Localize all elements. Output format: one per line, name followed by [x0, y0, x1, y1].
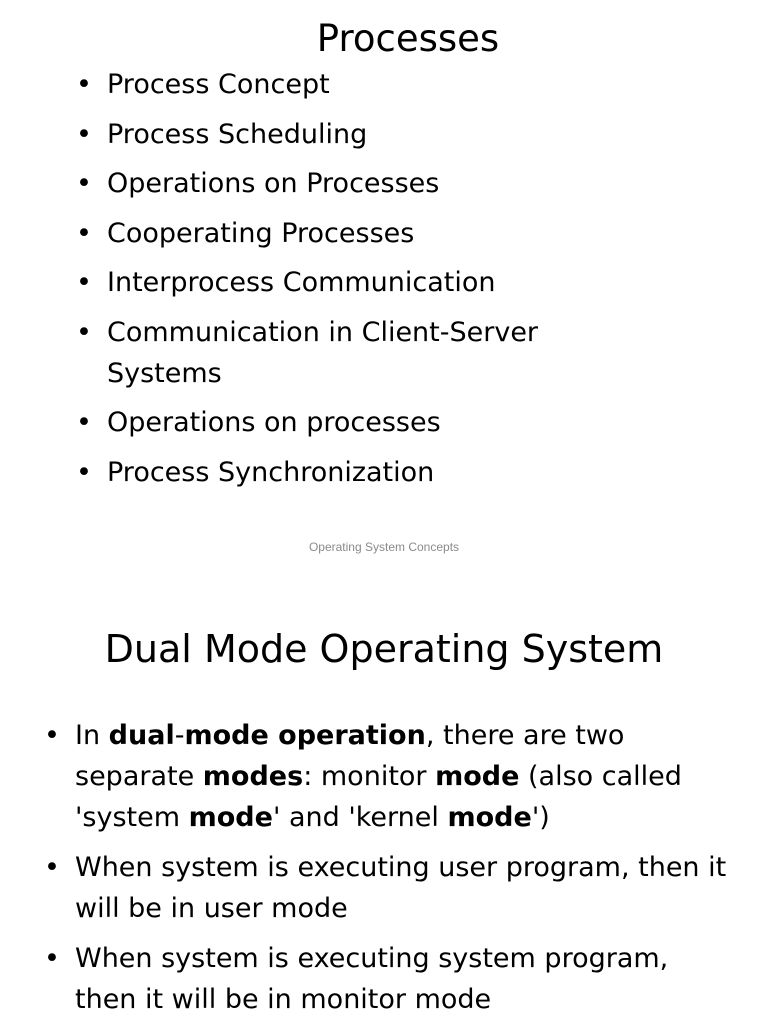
list-item	[44, 715, 734, 838]
list-item: • Process Scheduling	[76, 114, 576, 155]
topic-list	[76, 64, 576, 501]
slide-footer: Operating System Concepts	[308, 540, 460, 554]
bold-term: mode	[435, 761, 520, 792]
text-segment: (also called 'system	[75, 761, 682, 833]
bold-term: mode	[188, 802, 273, 833]
bold-term: mode	[447, 802, 532, 833]
bullet-list	[44, 715, 734, 1029]
text-segment: ')	[531, 802, 550, 833]
bold-term: modes	[202, 761, 304, 792]
list-item: • Operations on Processes	[76, 163, 576, 204]
list-item: • When system is executing user program, then it will be in user mode	[44, 847, 734, 929]
text-segment: In	[75, 720, 109, 751]
slide-title: Dual Mode Operating System	[104, 627, 664, 671]
text-segment: : monitor	[303, 761, 436, 792]
bold-term: mode operation	[184, 720, 426, 751]
bold-term: dual	[108, 720, 175, 751]
list-item: • Cooperating Processes	[76, 213, 576, 254]
slide-title: Processes	[316, 17, 500, 60]
list-item: • Operations on processes	[76, 402, 576, 443]
text-segment: -	[174, 720, 185, 751]
list-item: • Communication in Client-Server Systems	[76, 312, 576, 394]
list-item: • Process Concept	[76, 64, 576, 105]
slide-dual-mode	[0, 600, 768, 1024]
list-item: • Process Synchronization	[76, 452, 576, 493]
text-segment: ' and 'kernel	[272, 802, 448, 833]
list-item: • Interprocess Communication	[76, 262, 576, 303]
list-item: • When system is executing system program, then it will be in monitor mode	[44, 938, 734, 1020]
text-segment: , there are two separate	[75, 720, 625, 792]
